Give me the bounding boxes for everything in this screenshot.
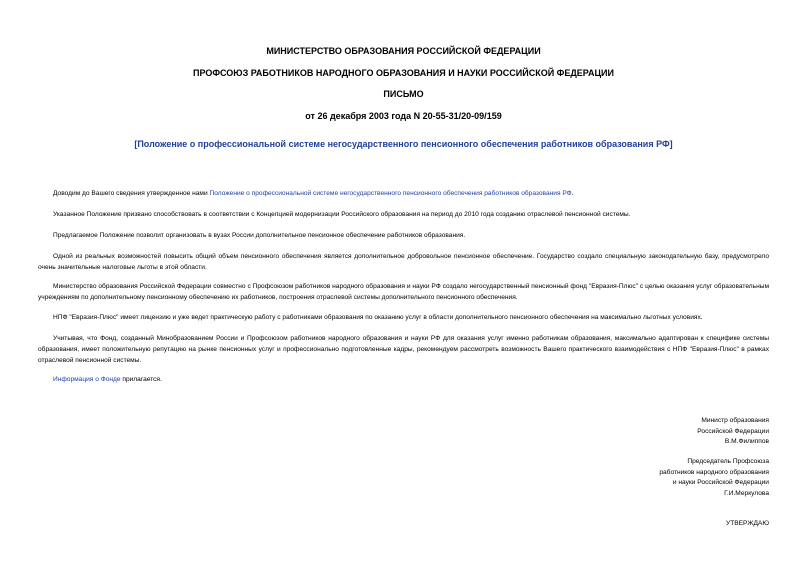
approval-stamp-text <box>469 519 769 530</box>
minister-title-line-2: Российской Федерации <box>697 427 769 435</box>
regulation-link[interactable]: Положение о профессиональной системе негосударственного пенсионного обеспечения работников образования РФ <box>209 190 572 197</box>
minister-title-line-1: Министр образования <box>701 417 769 424</box>
union-heading: ПРОФСОЮЗ РАБОТНИКОВ НАРОДНОГО ОБРАЗОВАНИЯ И НАУКИ РОССИЙСКОЙ ФЕДЕРАЦИИ <box>192 68 614 78</box>
paragraph-3: Предлагаемое Положение позволит организовать в вузах России дополнительное пенсионное обеспечение работников образования. <box>53 232 466 239</box>
doc-date-heading: от 26 декабря 2003 года N 20-55-31/20-09/159 <box>305 111 502 121</box>
p1-prefix: Доводим до Вашего сведения утвержденное нами <box>53 190 210 197</box>
approved-label: УТВЕРЖДАЮ <box>726 520 769 527</box>
union-title-line-1: Председатель Профсоюза <box>687 458 769 465</box>
ministry-heading: МИНИСТЕРСТВО ОБРАЗОВАНИЯ РОССИЙСКОЙ ФЕДЕРАЦИИ <box>266 46 541 56</box>
minister-signature-block <box>469 416 769 448</box>
paragraph-4: Одной из реальных возможностей повысить общий объем пенсионного обеспечения является дополнительное добровольное пенсионное обеспечение. Государство создало специальную законодательную базу, предусмотрело очень значительные налоговые льготы в этой области. <box>38 253 769 271</box>
doc-type-heading: ПИСЬМО <box>383 89 424 99</box>
paragraph-1 <box>38 188 769 199</box>
p8-suffix: прилагается. <box>120 376 162 383</box>
fund-info-link[interactable]: Информация о Фонде <box>53 376 121 383</box>
p1-suffix: . <box>571 190 574 197</box>
document-title-link[interactable]: [Положение о профессиональной системе негосударственного пенсионного обеспечения работников образования РФ] <box>134 139 673 149</box>
paragraph-6: НПФ "Евразия-Плюс" имеет лицензию и уже ведет практическую работу с работниками образования по оказанию услуг в области дополнительного пенсионного обеспечения на максимально льготных условиях. <box>53 314 703 321</box>
union-title-line-2: работников народного образования <box>659 468 769 476</box>
paragraph-7: Учитывая, что Фонд, созданный Минобразованием России и Профсоюзом работников народного образования и науки РФ для оказания услуг именно работникам образования, максимально адаптирован к специфике системы образования, имеет положительную репутацию на рынке пенсионных услуг и профессионально подготовленные кадры, рекомендуем рассмотреть возможность Вашего практического взаимодействия с НПФ "Евразия-Плюс" в рамках отраслевой пенсионной системы. <box>38 335 769 364</box>
union-title-line-3: и науки Российской Федерации <box>672 479 769 486</box>
paragraph-8 <box>38 374 769 385</box>
paragraph-5: Министерство образования Российской Федерации совместно с Профсоюзом работников народного образования и науки РФ создало негосударственный пенсионный фонд "Евразия-Плюс" с целью оказания услуг образовательным учреждениям по дополнительному пенсионному обеспечению их работников, построения отраслевой системы дополнительного пенсионного обеспечения. <box>38 283 769 301</box>
union-chair-name: Г.И.Меркулова <box>724 489 769 497</box>
paragraph-2: Указанное Положение призвано способствовать в соответствии с Концепцией модернизации Российского образования на период до 2010 года созданию отраслевой пенсионной системы. <box>53 211 631 218</box>
minister-name: В.М.Филиппов <box>724 438 769 445</box>
union-signature-block <box>469 457 769 499</box>
